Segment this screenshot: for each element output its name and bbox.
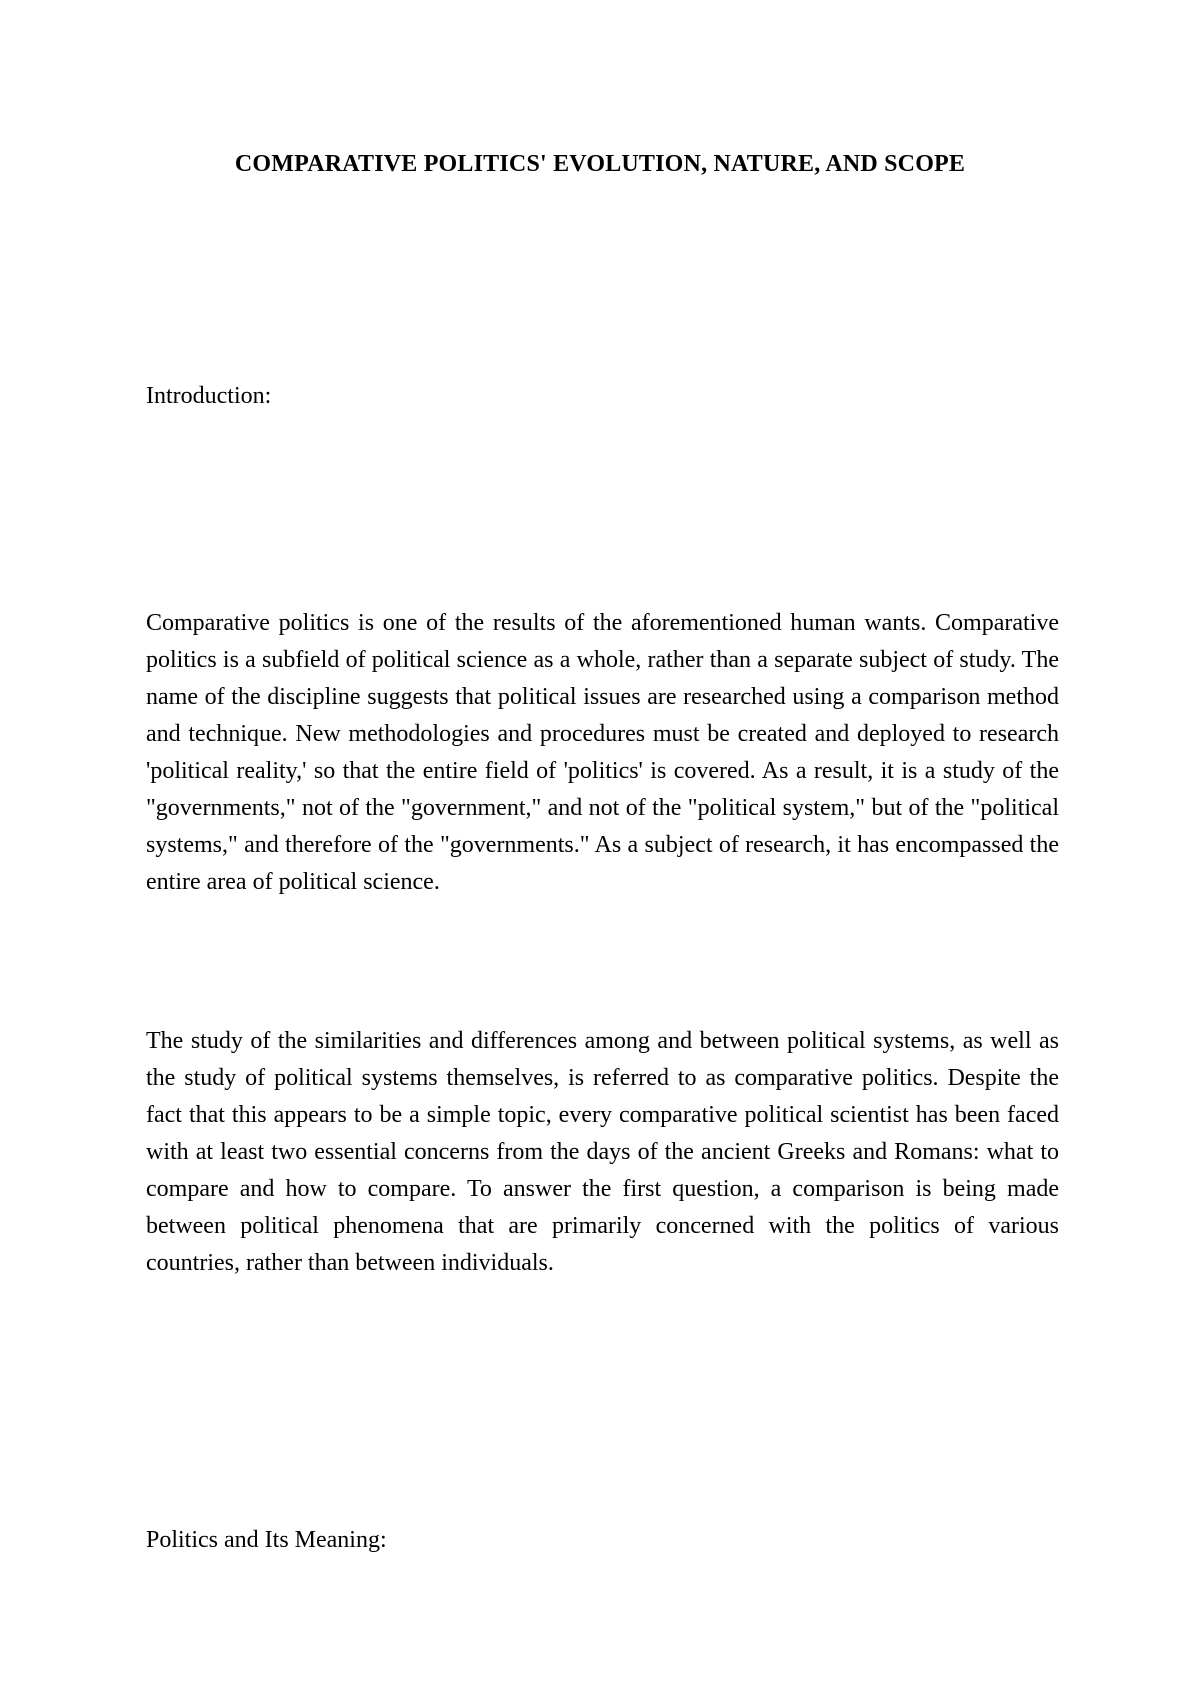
introduction-heading: Introduction:	[146, 383, 272, 409]
document-title: COMPARATIVE POLITICS' EVOLUTION, NATURE, AND SCOPE	[234, 151, 966, 177]
politics-meaning-heading: Politics and Its Meaning:	[146, 1527, 387, 1553]
paragraph: Comparative politics is one of the results of the aforementioned human wants. Comparative politics is a subfield of political science as a whole, rather than a separate subject of study. The name of the discipline suggests that political issues are researched using a comparison method and technique. New methodologies and procedures must be created and deployed to research 'political reality,' so that the entire field of 'politics' is covered. As a result, it is a study of the "governments," not of the "government," and not of the "political system," but of the "political systems," and therefore of the "governments." As a subject of research, it has encompassed the entire area of political science.	[146, 610, 1059, 895]
paragraph: The study of the similarities and differences among and between political systems, as well as the study of political systems themselves, is referred to as comparative politics. Despite the fact that this appears to be a simple topic, every comparative political scientist has been faced with at least two essential concerns from the days of the ancient Greeks and Romans: what to compare and how to compare. To answer the first question, a comparison is being made between political phenomena that are primarily concerned with the politics of various countries, rather than between individuals.	[146, 1028, 1059, 1276]
